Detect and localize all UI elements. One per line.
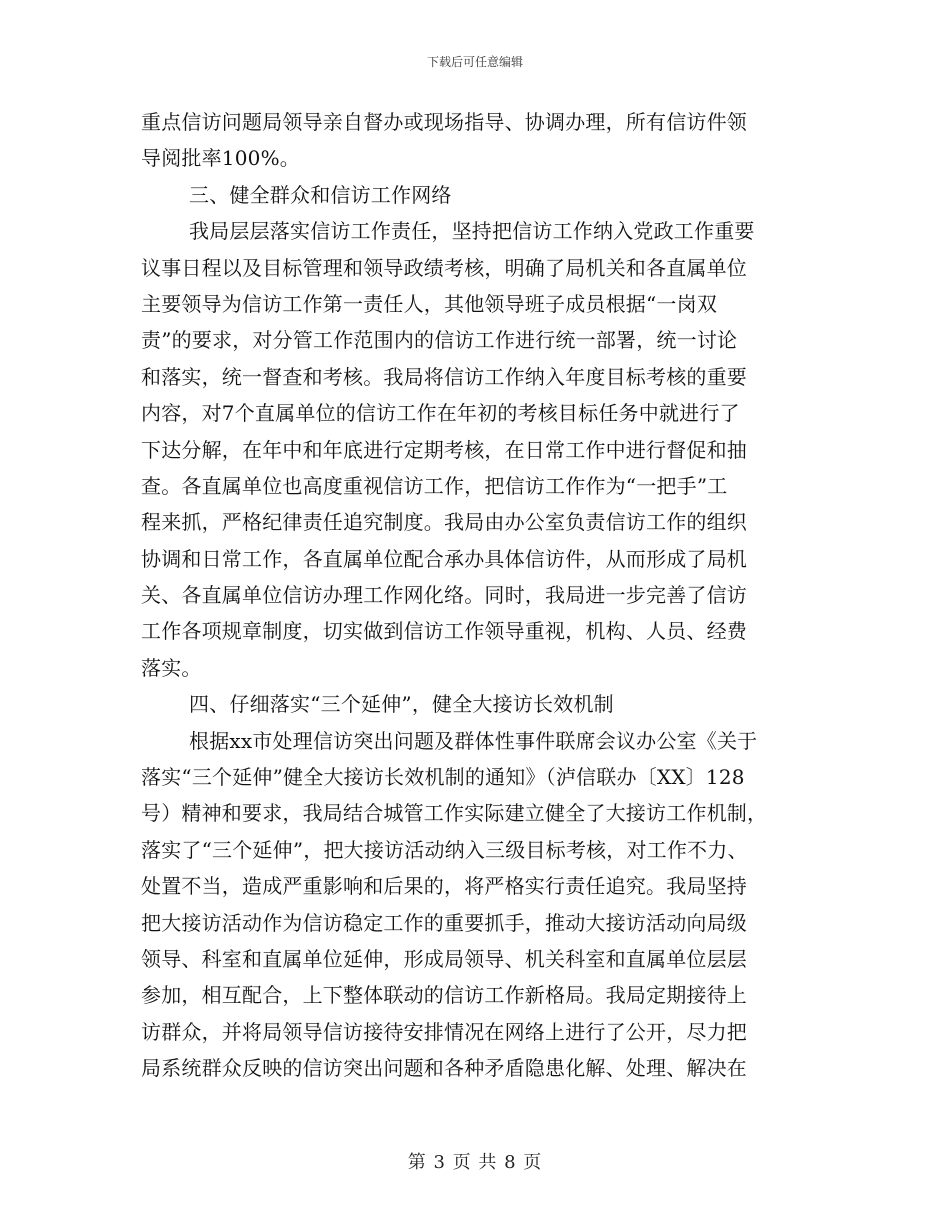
body-line: 参加，相互配合，上下整体联动的信访工作新格局。我局定期接待上 (141, 983, 747, 1008)
body-line: 号）精神和要求，我局结合城管工作实际建立健全了大接访工作机制， (141, 801, 768, 826)
body-line: 查。各直属单位也高度重视信访工作，把信访工作作为“一把手”工 (141, 473, 728, 498)
body-line: 内容，对7个直属单位的信访工作在年初的考核目标任务中就进行了 (141, 401, 740, 426)
page-number: 第 3 页 共 8 页 (407, 1152, 543, 1173)
section-heading-4: 四、仔细落实“三个延伸”，健全大接访长效机制 (189, 692, 614, 717)
body-line: 导阅批率100%。 (141, 146, 300, 171)
body-line: 落实了“三个延伸”，把大接访活动纳入三级目标考核，对工作不力、 (141, 837, 748, 862)
body-line: 落实。 (141, 655, 202, 680)
body-line: 访群众，并将局领导信访接待安排情况在网络上进行了公开，尽力把 (141, 1019, 747, 1044)
body-line: 主要领导为信访工作第一责任人，其他领导班子成员根据“一岗双 (141, 291, 718, 316)
body-line: 领导、科室和直属单位延伸，形成局领导、机关科室和直属单位层层 (141, 946, 747, 971)
body-line: 和落实，统一督查和考核。我局将信访工作纳入年度目标考核的重要 (141, 364, 747, 389)
body-line: 关、各直属单位信访办理工作网化络。同时，我局进一步完善了信访 (141, 583, 747, 608)
body-line: 工作各项规章制度，切实做到信访工作领导重视，机构、人员、经费 (141, 619, 747, 644)
body-line: 议事日程以及目标管理和领导政绩考核，明确了局机关和各直属单位 (141, 255, 747, 280)
body-line: 局系统群众反映的信访突出问题和各种矛盾隐患化解、处理、解决在 (141, 1056, 747, 1081)
body-line: 重点信访问题局领导亲自督办或现场指导、协调办理，所有信访件领 (141, 110, 747, 134)
body-line: 责”的要求，对分管工作范围内的信访工作进行统一部署，统一讨论 (141, 328, 738, 353)
paragraph-start: 我局层层落实信访工作责任，坚持把信访工作纳入党政工作重要 (189, 219, 755, 244)
body-line: 下达分解，在年中和年底进行定期考核，在日常工作中进行督促和抽 (141, 437, 747, 462)
body-line: 程来抓，严格纪律责任追究制度。我局由办公室负责信访工作的组织 (141, 510, 747, 535)
body-line: 落实“三个延伸”健全大接访长效机制的通知》（泸信联办〔XX〕128 (141, 765, 745, 790)
header-note: 下载后可任意编辑 (426, 55, 523, 69)
section-heading-3: 三、健全群众和信访工作网络 (189, 182, 452, 207)
body-line: 协调和日常工作，各直属单位配合承办具体信访件，从而形成了局机 (141, 546, 747, 571)
paragraph-start: 根据xx市处理信访突出问题及群体性事件联席会议办公室《关于 (189, 728, 758, 753)
document-body (141, 104, 809, 1087)
body-line: 处置不当，造成严重影响和后果的，将严格实行责任追究。我局坚持 (141, 874, 747, 899)
body-line: 把大接访活动作为信访稳定工作的重要抓手，推动大接访活动向局级 (141, 910, 747, 935)
